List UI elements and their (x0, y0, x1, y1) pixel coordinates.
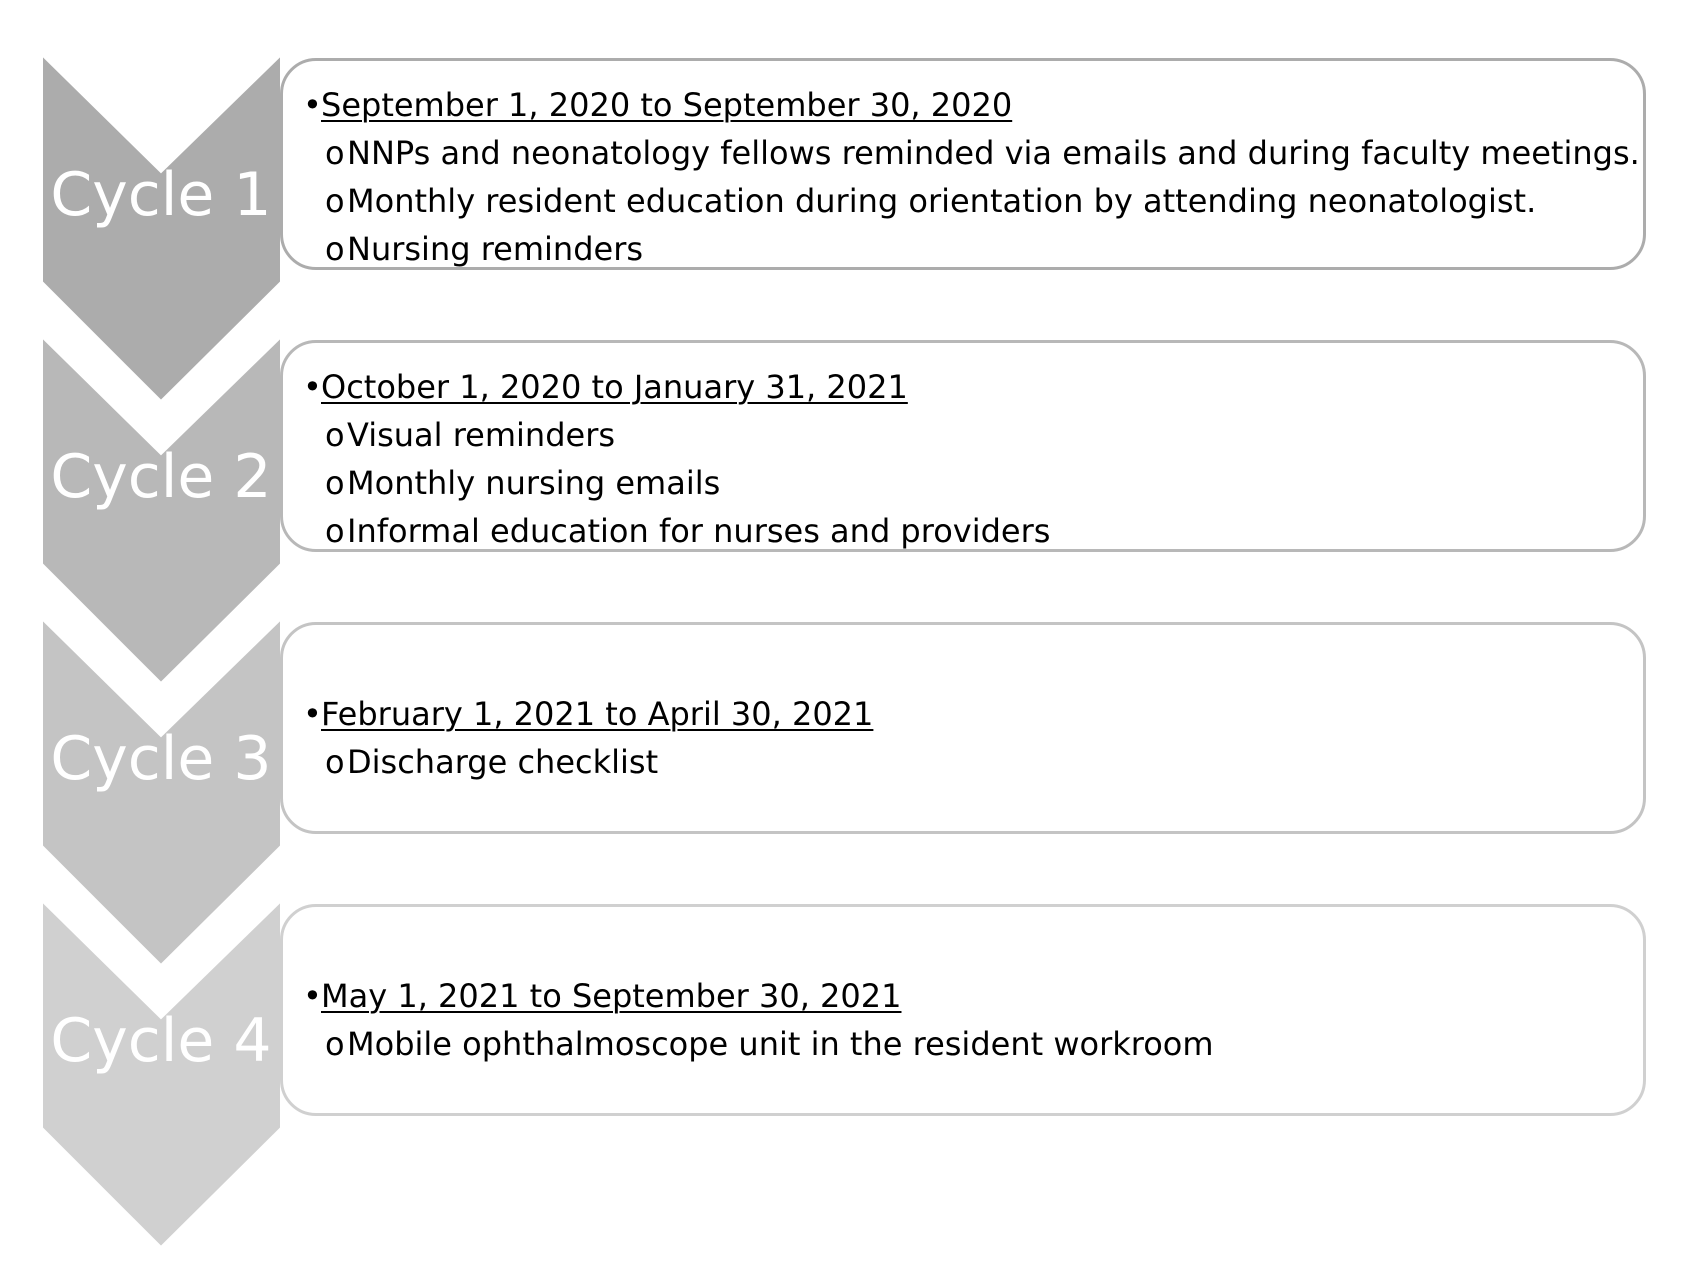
intervention-list (303, 129, 1640, 273)
cycle-content (303, 363, 1613, 555)
date-range-line (303, 363, 1613, 411)
sub-bullet-marker: o (325, 134, 345, 172)
bullet-marker: • (303, 86, 322, 124)
sub-bullet-marker: o (325, 182, 345, 220)
sub-bullet-marker: o (325, 743, 345, 781)
intervention-list (303, 738, 1613, 786)
intervention-text: Nursing reminders (347, 230, 644, 268)
intervention-text: Monthly nursing emails (347, 464, 721, 502)
cycle-label-1: Cycle 1 (50, 160, 272, 230)
intervention-item (303, 177, 1613, 225)
sub-bullet-marker: o (325, 230, 345, 268)
date-range: September 1, 2020 to September 30, 2020 (321, 86, 1013, 124)
cycle-box-2 (280, 340, 1646, 552)
sub-bullet-marker: o (325, 1025, 345, 1063)
cycle-box-4 (280, 904, 1646, 1116)
date-range: February 1, 2021 to April 30, 2021 (321, 695, 874, 733)
cycle-content (303, 690, 1613, 786)
cycle-label-4: Cycle 4 (50, 1006, 272, 1076)
intervention-item (303, 738, 1613, 786)
cycle-content (303, 972, 1613, 1068)
intervention-text: Discharge checklist (347, 743, 659, 781)
intervention-list (303, 1020, 1613, 1068)
date-range-line (303, 972, 1613, 1020)
cycle-label-2: Cycle 2 (50, 442, 272, 512)
cycle-box-3 (280, 622, 1646, 834)
sub-bullet-marker: o (325, 512, 345, 550)
cycle-box-1 (280, 58, 1646, 270)
intervention-item (303, 225, 1613, 273)
intervention-item (303, 1020, 1613, 1068)
intervention-item (303, 411, 1613, 459)
date-range: May 1, 2021 to September 30, 2021 (321, 977, 902, 1015)
intervention-item (303, 459, 1613, 507)
intervention-text: Informal education for nurses and providers (347, 512, 1051, 550)
intervention-list (303, 411, 1613, 555)
sub-bullet-marker: o (325, 464, 345, 502)
chevron-group (42, 55, 281, 1247)
date-range-line (303, 690, 1613, 738)
bullet-marker: • (303, 977, 322, 1015)
cycle-content (303, 81, 1640, 273)
intervention-item (303, 507, 1613, 555)
date-range: October 1, 2020 to January 31, 2021 (321, 368, 908, 406)
date-range-line (303, 81, 1613, 129)
intervention-text: Mobile ophthalmoscope unit in the resident workroom (347, 1025, 1214, 1063)
intervention-text: Monthly resident education during orientation by attending neonatologist. (347, 182, 1537, 220)
intervention-item (303, 129, 1640, 177)
bullet-marker: • (303, 695, 322, 733)
intervention-text: NNPs and neonatology fellows reminded via emails and during faculty meetings. (347, 134, 1640, 172)
bullet-marker: • (303, 368, 322, 406)
sub-bullet-marker: o (325, 416, 345, 454)
cycle-label-3: Cycle 3 (50, 724, 272, 794)
intervention-text: Visual reminders (347, 416, 616, 454)
